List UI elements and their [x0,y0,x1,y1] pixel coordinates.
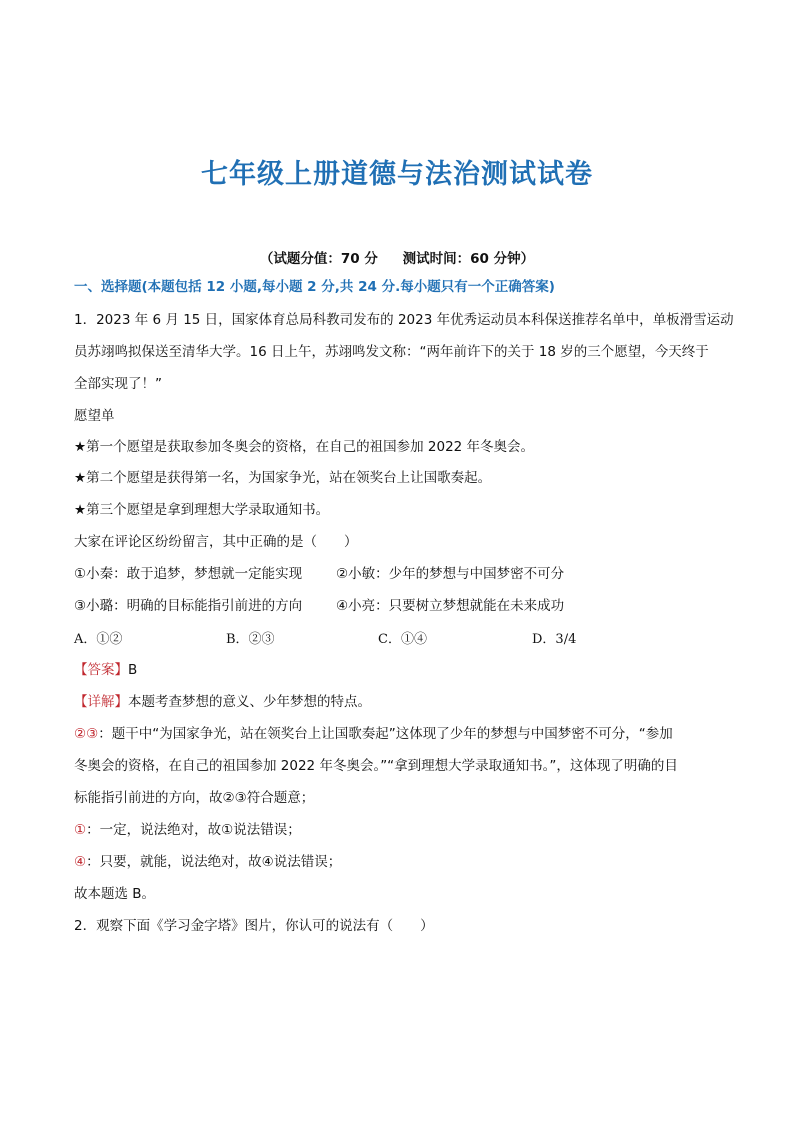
score-info: （试题分值：70 分 [259,251,378,267]
answer-label: 【答案】 [74,662,128,678]
option-b: B．②③ [226,632,275,647]
detail-label: 【详解】 [74,694,128,710]
section-heading: 一、选择题(本题包括 12 小题,每小题 2 分,共 24 分.每小题只有一个正确答案) [74,279,555,295]
detail-row [74,692,371,712]
answer-value: B [128,662,138,678]
statement-1: ①小秦：敢于追梦，梦想就一定能实现 [74,566,303,582]
option-a: A．①② [74,632,123,647]
option-c: C．①④ [378,632,427,647]
detail-point-1-mark: ②③ [74,726,99,742]
detail-intro: 本题考查梦想的意义、少年梦想的特点。 [128,694,371,710]
conclusion: 故本题选 B。 [74,886,156,902]
q1-options [74,628,634,648]
statement-4: ④小亮：只要树立梦想就能在未来成功 [336,598,565,614]
q2-stem: 2．观察下面《学习金字塔》图片，你认可的说法有（ ） [74,918,434,934]
wish-item-2: ★第二个愿望是获得第一名，为国家争光，站在领奖台上让国歌奏起。 [74,470,492,486]
detail-point-1 [74,724,673,744]
wish-item-1: ★第一个愿望是获取参加冬奥会的资格，在自己的祖国参加 2022 年冬奥会。 [74,439,535,455]
exam-meta [0,247,794,267]
option-d: D．3/4 [532,632,577,647]
statement-3: ③小璐：明确的目标能指引前进的方向 [74,598,303,614]
q1-prompt: 大家在评论区纷纷留言，其中正确的是（ ） [74,534,358,550]
statement-2: ②小敏：少年的梦想与中国梦密不可分 [336,566,565,582]
time-info: 测试时间：60 分钟） [402,251,535,267]
detail-point-3 [74,852,341,872]
detail-point-3-mark: ④ [74,854,87,870]
detail-point-2-text: ：一定，说法绝对，故①说法错误； [86,822,301,838]
detail-point-2-mark: ① [74,822,87,838]
answer-row [74,660,137,680]
detail-point-3-text: ：只要，就能，说法绝对，故④说法错误； [86,854,342,870]
page-title: 七年级上册道德与法治测试试卷 [201,159,593,190]
wish-list-title: 愿望单 [74,408,115,424]
q1-stem-line3: 全部实现了！” [74,376,162,392]
q1-stem-line1: 1．2023 年 6 月 15 日，国家体育总局科教司发布的 2023 年优秀运动员本科保送推荐名单中，单板滑雪运动 [74,312,734,328]
wish-item-3: ★第三个愿望是拿到理想大学录取通知书。 [74,502,330,518]
detail-point-1-line2: 冬奥会的资格，在自己的祖国参加 2022 年冬奥会。”“拿到理想大学录取通知书。”，这体现了明确的目 [74,758,678,774]
detail-point-1-line3: 标能指引前进的方向，故②③符合题意； [74,790,315,806]
detail-point-2 [74,820,301,840]
detail-point-1-text: ：题干中“为国家争光，站在领奖台上让国歌奏起”这体现了少年的梦想与中国梦密不可分，“参加 [98,726,673,742]
q1-stem-line2: 员苏翊鸣拟保送至清华大学。16 日上午，苏翊鸣发文称：“两年前许下的关于 18 岁的三个愿望，今天终于 [74,344,709,360]
